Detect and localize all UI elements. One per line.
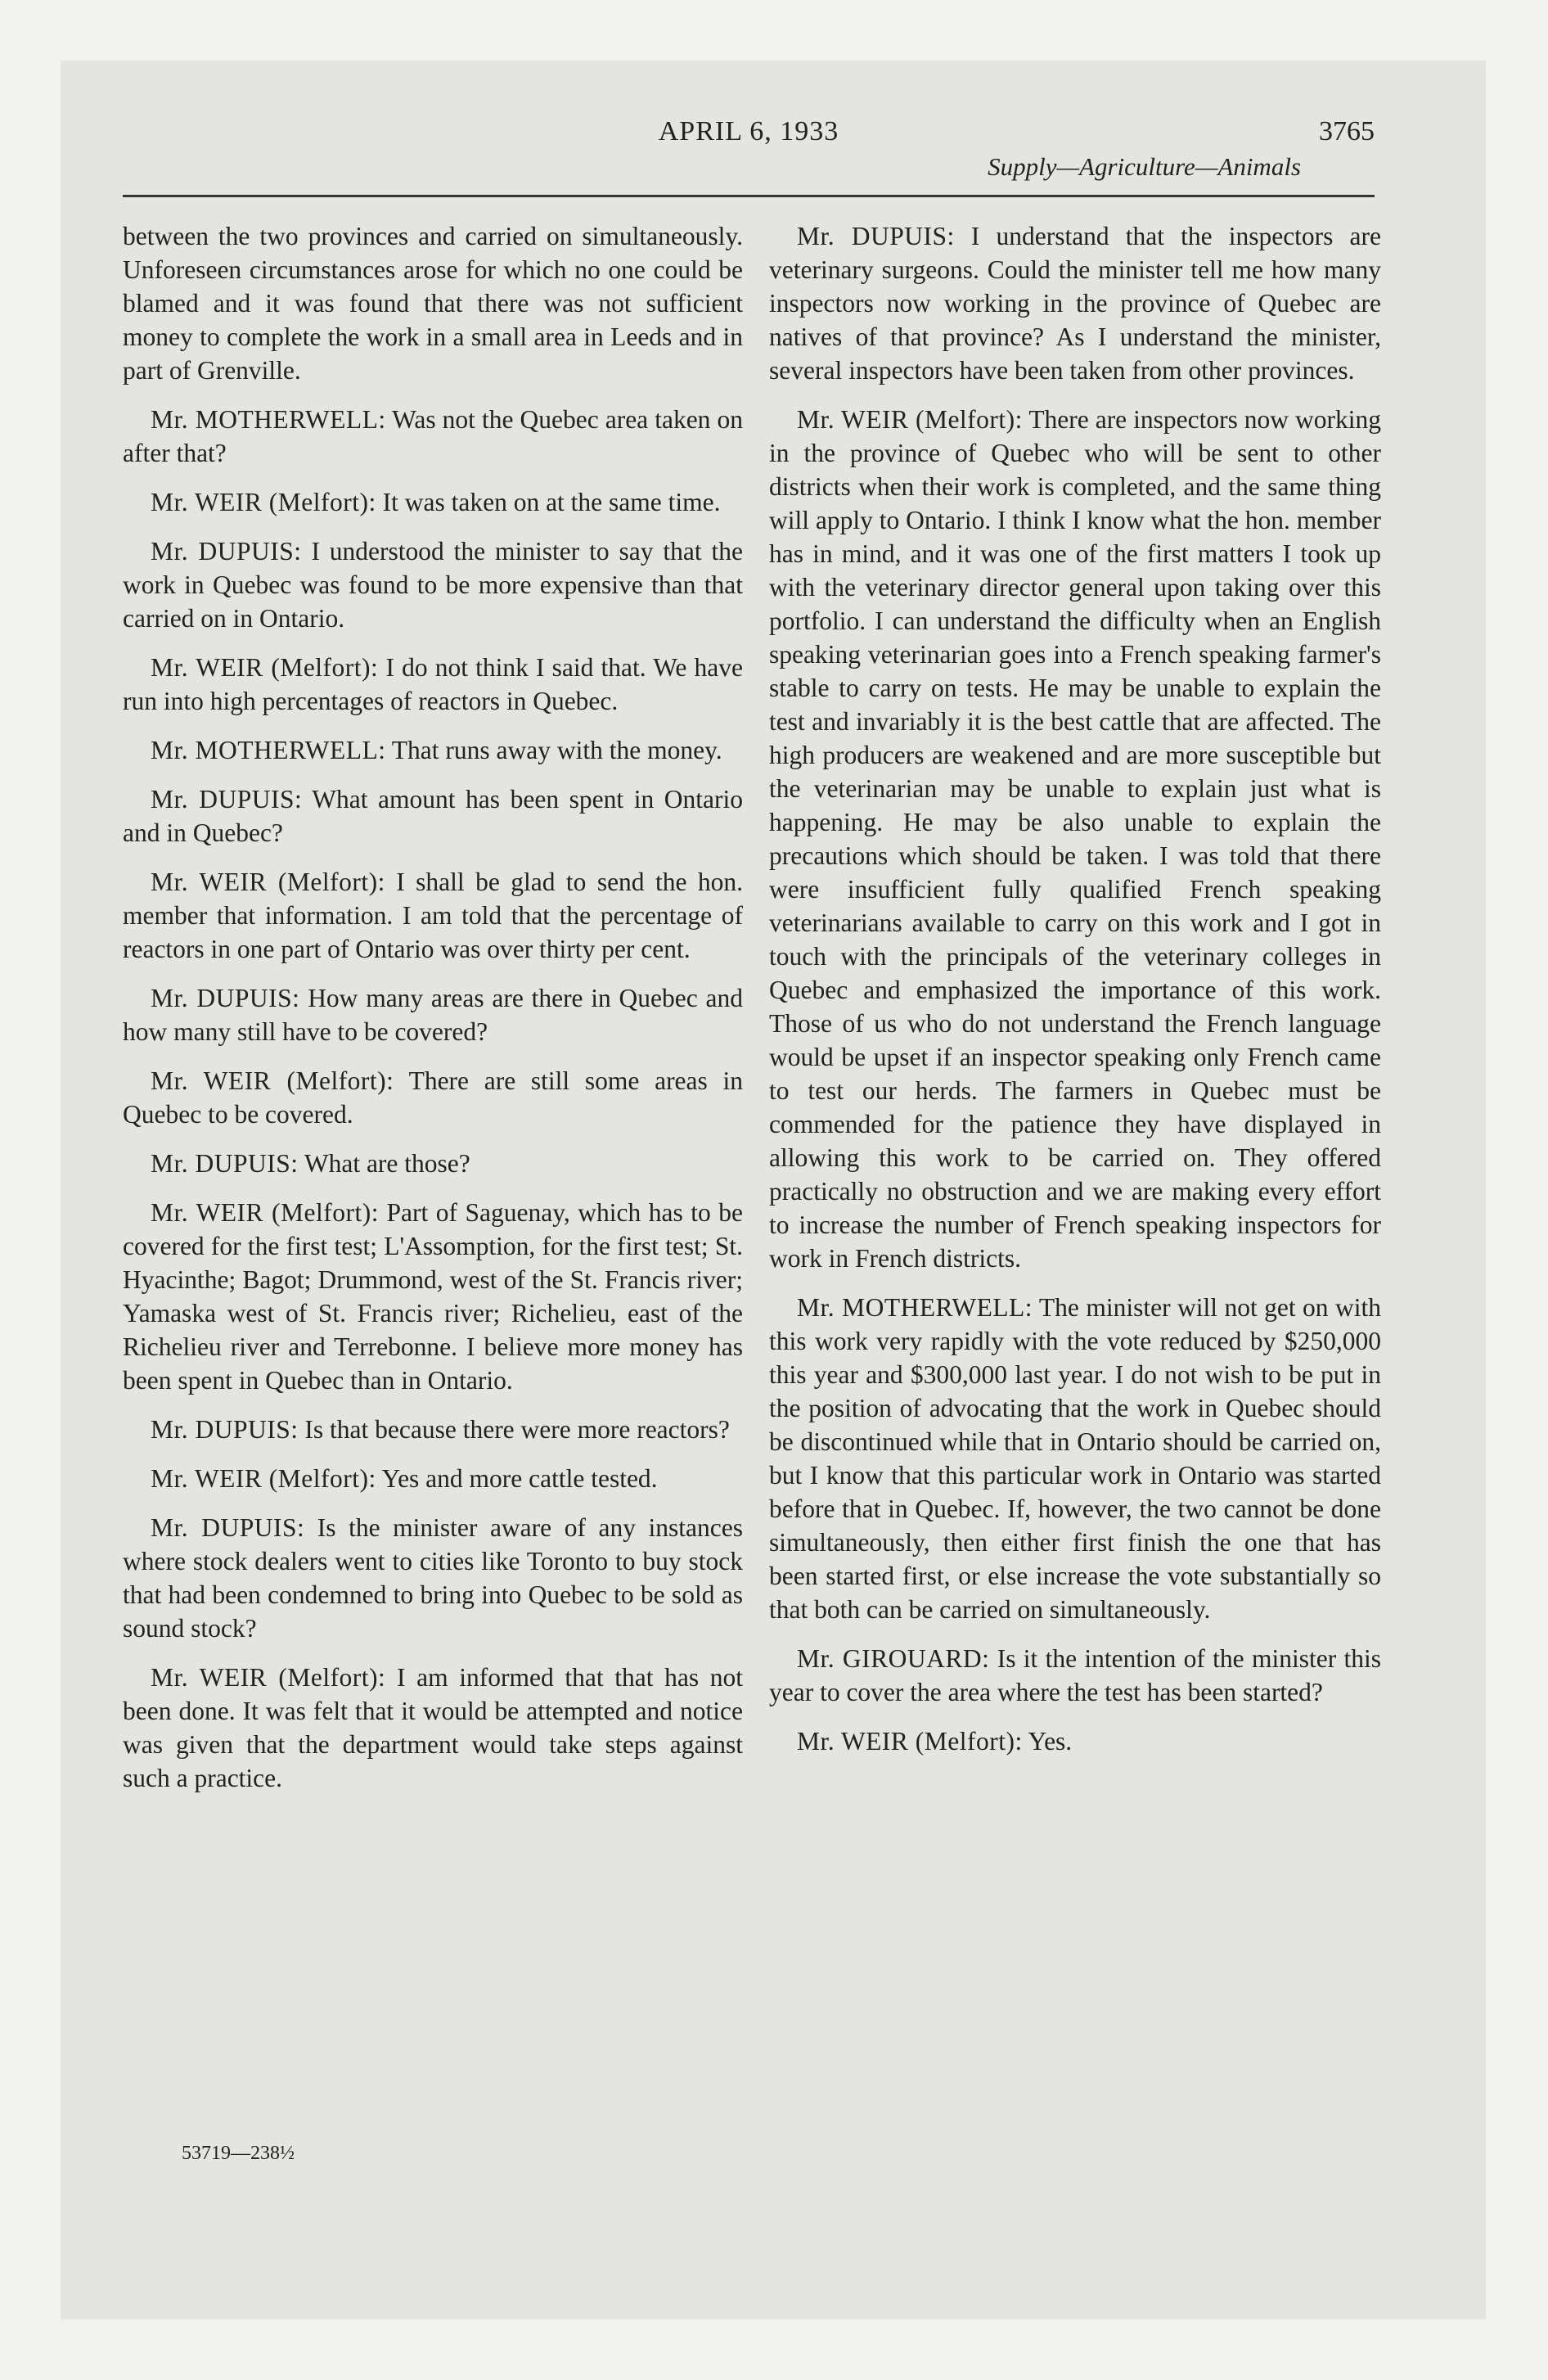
right-column — [769, 219, 1381, 1774]
speech-text: Is it the intention of the minister this year to cover the area where the test has been started? — [769, 1644, 1381, 1706]
speech-text: Is the minister aware of any instances where stock dealers went to cities like Toronto to buy stock that had been condemned to bring into Quebec to be sold as sound stock? — [123, 1513, 743, 1643]
speech-paragraph — [769, 403, 1381, 1275]
speaker-name: Mr. WEIR (Melfort): — [151, 1066, 394, 1095]
speaker-name: Mr. MOTHERWELL: — [151, 736, 386, 764]
speech-text: I shall be glad to send the hon. member that information. I am told that the percentage of reactors in one part of Ontario was over thirty per cent. — [123, 868, 744, 963]
speech-paragraph — [123, 651, 743, 718]
speech-text: Yes and more cattle tested. — [381, 1464, 658, 1493]
speech-paragraph — [123, 1196, 743, 1397]
speech-paragraph — [769, 1291, 1381, 1626]
speech-paragraph — [123, 1147, 743, 1180]
speaker-name: Mr. DUPUIS: — [151, 984, 300, 1012]
speech-text: between the two provinces and carried on simultaneously. Unforeseen circumstances arose for which no one could be blamed and it was found that there was not sufficient money to complete the work in a small area in Leeds and in part of Grenville. — [123, 222, 743, 385]
speech-text: That runs away with the money. — [391, 736, 722, 764]
page-header — [123, 116, 1375, 198]
speech-text: Is that because there were more reactors? — [304, 1415, 730, 1444]
speech-text: There are inspectors now working in the province of Quebec who will be sent to other districts when their work is completed, and the same thing will apply to Ontario. I think I know what the hon. member has in mind, and it was one of the first matters I took up with the veterinary director general upon taking over this portfolio. I can understand the difficulty when an English speaking veterinarian goes into a French speaking farmer's stable to carry on tests. He may be unable to explain the test and invariably it is the best cattle that are affected. The high producers are weakened and are more susceptible but the veterinarian may be unable to explain just what is happening. He may be also unable to explain the precautions which should be taken. I was told that there were insufficient fully qualified French speaking veterinarians available to carry on this work and I got in touch with the principals of the veterinary colleges in Quebec and emphasized the importance of this work. Those of us who do not understand the French language would be upset if an inspector speaking only French came to test our herds. The farmers in Quebec must be commended for the patience they have displayed in allowing this work to be carried on. They offered practically no obstruction and we are making every effort to increase the number of French speaking inspectors for work in French districts. — [769, 405, 1381, 1273]
speaker-name: Mr. WEIR (Melfort): — [151, 1198, 379, 1227]
speaker-name: Mr. WEIR (Melfort): — [151, 488, 376, 516]
speech-text: The minister will not get on with this work very rapidly with the vote reduced by $250,000 this year and $300,000 last year. I do not wish to be put in the position of advocating that the work in Quebec should be discontinued while that in Ontario should be carried on, but I know that this particular work in Ontario was started before that in Quebec. If, however, the two cannot be done simultaneously, then either first finish the one that has been started first, or else increase the vote substantially so that both can be carried on simultaneously. — [769, 1293, 1381, 1624]
speech-paragraph — [123, 1064, 743, 1131]
speech-text: What are those? — [304, 1149, 470, 1178]
speech-paragraph — [123, 1511, 743, 1645]
speech-text: I do not think I said that. We have run into high percentages of reactors in Quebec. — [123, 653, 744, 715]
speech-paragraph — [123, 981, 743, 1048]
left-column — [123, 219, 743, 1810]
speaker-name: Mr. MOTHERWELL: — [797, 1293, 1033, 1322]
speech-text: I understand that the inspectors are veterinary surgeons. Could the minister tell me how many inspectors now working in the province of Quebec are natives of that province? As I understand the minister, several inspectors have been taken from other provinces. — [769, 222, 1381, 385]
speech-paragraph — [769, 1724, 1381, 1758]
speech-text: How many areas are there in Quebec and how many still have to be covered? — [123, 984, 743, 1046]
speaker-name: Mr. WEIR (Melfort): — [151, 1464, 376, 1493]
speech-text: I am informed that that has not been done. It was felt that it would be attempted and notice was given that the department would take steps against such a practice. — [123, 1663, 743, 1792]
header-rule — [123, 195, 1375, 197]
speaker-name: Mr. WEIR (Melfort): — [151, 1663, 386, 1692]
speech-paragraph — [123, 782, 743, 850]
speaker-name: Mr. DUPUIS: — [151, 537, 302, 566]
printer-code: 53719—238½ — [182, 2143, 295, 2164]
speaker-name: Mr. WEIR (Melfort): — [797, 1727, 1023, 1756]
speaker-name: Mr. DUPUIS: — [151, 1149, 299, 1178]
speech-text: Was not the Quebec area taken on after that? — [123, 405, 743, 467]
speech-paragraph — [123, 534, 743, 635]
speaker-name: Mr. DUPUIS: — [151, 1513, 305, 1542]
speech-paragraph — [123, 219, 743, 387]
speech-text: There are still some areas in Quebec to be covered. — [123, 1066, 743, 1129]
speech-paragraph — [123, 485, 743, 519]
speaker-name: Mr. DUPUIS: — [151, 785, 303, 814]
speech-paragraph — [123, 403, 743, 470]
speaker-name: Mr. MOTHERWELL: — [151, 405, 386, 434]
speech-text: Part of Saguenay, which has to be covered for the first test; L'Assomption, for the first test; St. Hyacinthe; Bagot; Drummond, west of the St. Francis river; Yamaska west of St. Francis river; Richelieu, east of the Richelieu river and Terrebonne. I believe more money has been spent in Quebec than in Ontario. — [123, 1198, 744, 1395]
speech-paragraph — [769, 219, 1381, 387]
speech-paragraph — [123, 1661, 743, 1795]
speech-text: Yes. — [1028, 1727, 1073, 1756]
speaker-name: Mr. WEIR (Melfort): — [151, 868, 385, 896]
speaker-name: Mr. DUPUIS: — [151, 1415, 299, 1444]
speech-paragraph — [123, 865, 743, 966]
speech-text: What amount has been spent in Ontario and in Quebec? — [123, 785, 743, 847]
speaker-name: Mr. GIROUARD: — [797, 1644, 990, 1673]
speaker-name: Mr. WEIR (Melfort): — [151, 653, 379, 682]
speaker-name: Mr. DUPUIS: — [797, 222, 955, 250]
page-number: 3765 — [1319, 116, 1375, 146]
header-date: APRIL 6, 1933 — [658, 116, 839, 146]
speech-paragraph — [123, 1413, 743, 1446]
speech-paragraph — [123, 1462, 743, 1495]
speaker-name: Mr. WEIR (Melfort): — [797, 405, 1023, 434]
speech-text: It was taken on at the same time. — [382, 488, 721, 516]
speech-text: I understood the minister to say that the work in Quebec was found to be more expensive than that carried on in Ontario. — [123, 537, 743, 633]
header-subject: Supply—Agriculture—Animals — [988, 152, 1301, 181]
speech-paragraph — [123, 733, 743, 767]
speech-paragraph — [769, 1642, 1381, 1709]
